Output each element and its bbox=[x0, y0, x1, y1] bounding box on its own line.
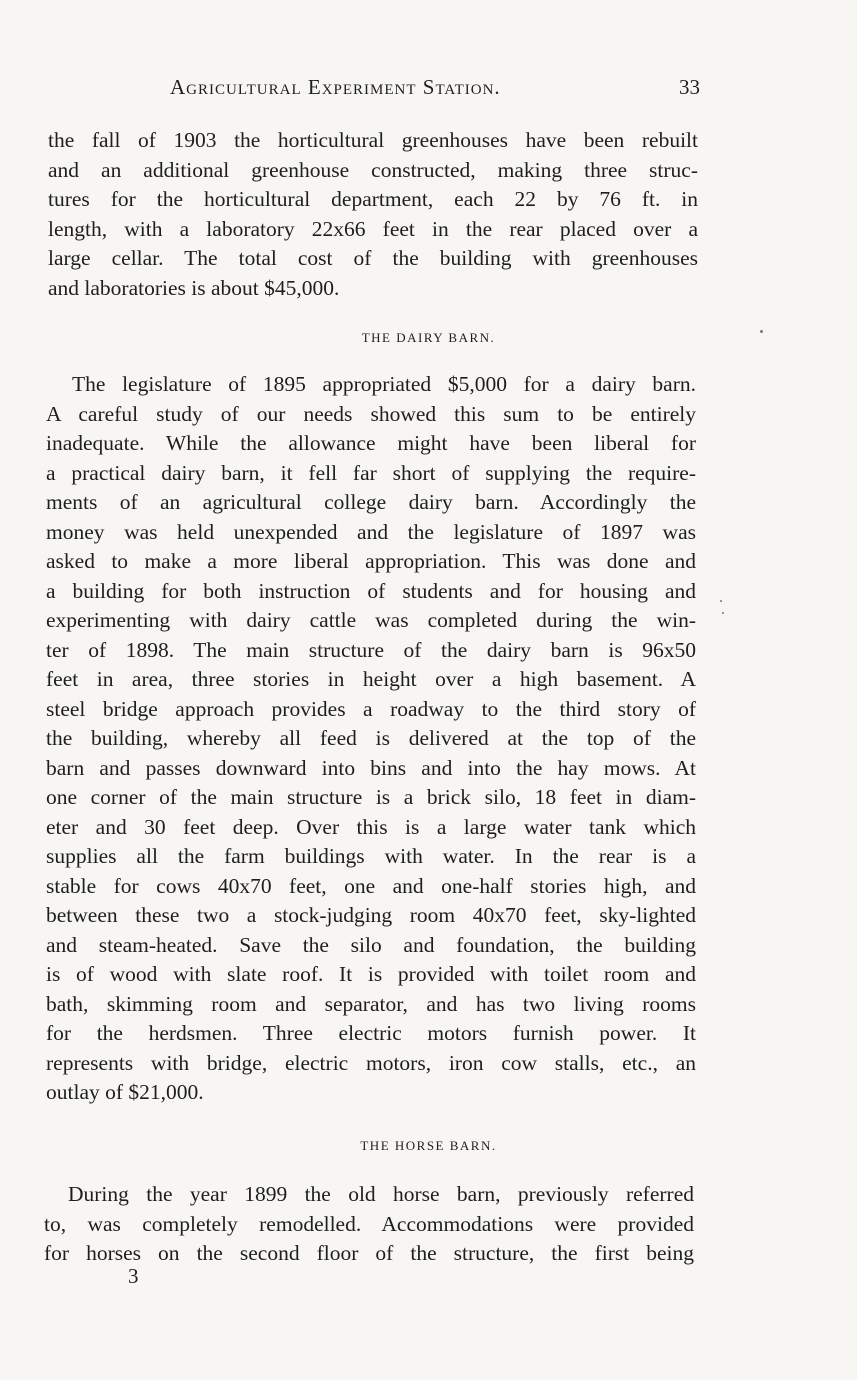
paper-speck bbox=[760, 330, 763, 333]
text-line: During the year 1899 the old horse barn, previously referred bbox=[68, 1182, 694, 1206]
text-line: a building for both instruction of students and for housing and bbox=[46, 578, 696, 603]
text-line: a practical dairy barn, it fell far short of supplying the require- bbox=[46, 460, 696, 485]
text-line: is of wood with slate roof. It is provided with toilet room and bbox=[46, 962, 696, 986]
text-line: to, was completely remodelled. Accommodations were provided bbox=[44, 1211, 694, 1236]
signature-mark: 3 bbox=[128, 1264, 139, 1288]
dairy-barn-paragraph bbox=[46, 370, 696, 1108]
text-line: ments of an agricultural college dairy barn. Accordingly the bbox=[46, 490, 696, 514]
text-line: A careful study of our needs showed this sum to be entirely bbox=[46, 401, 696, 426]
text-line: steel bridge approach provides a roadway to the third story of bbox=[46, 696, 696, 721]
horse-barn-paragraph bbox=[44, 1180, 694, 1269]
text-line: one corner of the main structure is a brick silo, 18 feet in diam- bbox=[46, 785, 696, 809]
text-line: the building, whereby all feed is delivered at the top of the bbox=[46, 726, 696, 750]
text-line: stable for cows 40x70 feet, one and one-half stories high, and bbox=[46, 873, 696, 898]
text-line: barn and passes downward into bins and into the hay mows. At bbox=[46, 755, 696, 780]
text-line: length, with a laboratory 22x66 feet in the rear placed over a bbox=[48, 216, 698, 241]
text-line: The legislature of 1895 appropriated $5,000 for a dairy barn. bbox=[72, 372, 696, 396]
text-line: and steam-heated. Save the silo and foundation, the building bbox=[46, 932, 696, 957]
text-line: and an additional greenhouse constructed, making three struc- bbox=[48, 157, 698, 182]
text-line: supplies all the farm buildings with water. In the rear is a bbox=[46, 844, 696, 868]
text-line: asked to make a more liberal appropriation. This was done and bbox=[46, 549, 696, 573]
intro-paragraph bbox=[48, 126, 698, 303]
running-title: Agricultural Experiment Station. bbox=[170, 75, 501, 99]
text-line: ter of 1898. The main structure of the dairy barn is 96x50 bbox=[46, 637, 696, 662]
text-line: eter and 30 feet deep. Over this is a large water tank which bbox=[46, 814, 696, 839]
page-number: 33 bbox=[679, 75, 700, 99]
text-line: between these two a stock-judging room 40x70 feet, sky-lighted bbox=[46, 903, 696, 927]
text-line: large cellar. The total cost of the building with greenhouses bbox=[48, 246, 698, 270]
text-line: represents with bridge, electric motors, iron cow stalls, etc., an bbox=[46, 1050, 696, 1075]
text-line: bath, skimming room and separator, and has two living rooms bbox=[46, 991, 696, 1016]
text-line: for horses on the second floor of the structure, the first being bbox=[44, 1241, 694, 1265]
text-line: inadequate. While the allowance might have been liberal for bbox=[46, 431, 696, 455]
text-line: outlay of $21,000. bbox=[46, 1080, 204, 1104]
section-heading-horse-barn: THE HORSE BARN. bbox=[360, 1138, 497, 1153]
text-line: feet in area, three stories in height over a high basement. A bbox=[46, 667, 696, 691]
text-line: the fall of 1903 the horticultural greenhouses have been rebuilt bbox=[48, 128, 698, 152]
text-line: experimenting with dairy cattle was completed during the win- bbox=[46, 608, 696, 632]
section-heading-dairy-barn: THE DAIRY BARN. bbox=[361, 330, 496, 345]
text-line: tures for the horticultural department, each 22 by 76 ft. in bbox=[48, 187, 698, 211]
paper-speck bbox=[722, 612, 724, 614]
text-line: money was held unexpended and the legislature of 1897 was bbox=[46, 519, 696, 544]
running-head bbox=[170, 75, 700, 107]
paper-speck bbox=[720, 600, 722, 602]
text-line: and laboratories is about $45,000. bbox=[48, 275, 340, 300]
text-line: for the herdsmen. Three electric motors furnish power. It bbox=[46, 1021, 696, 1045]
